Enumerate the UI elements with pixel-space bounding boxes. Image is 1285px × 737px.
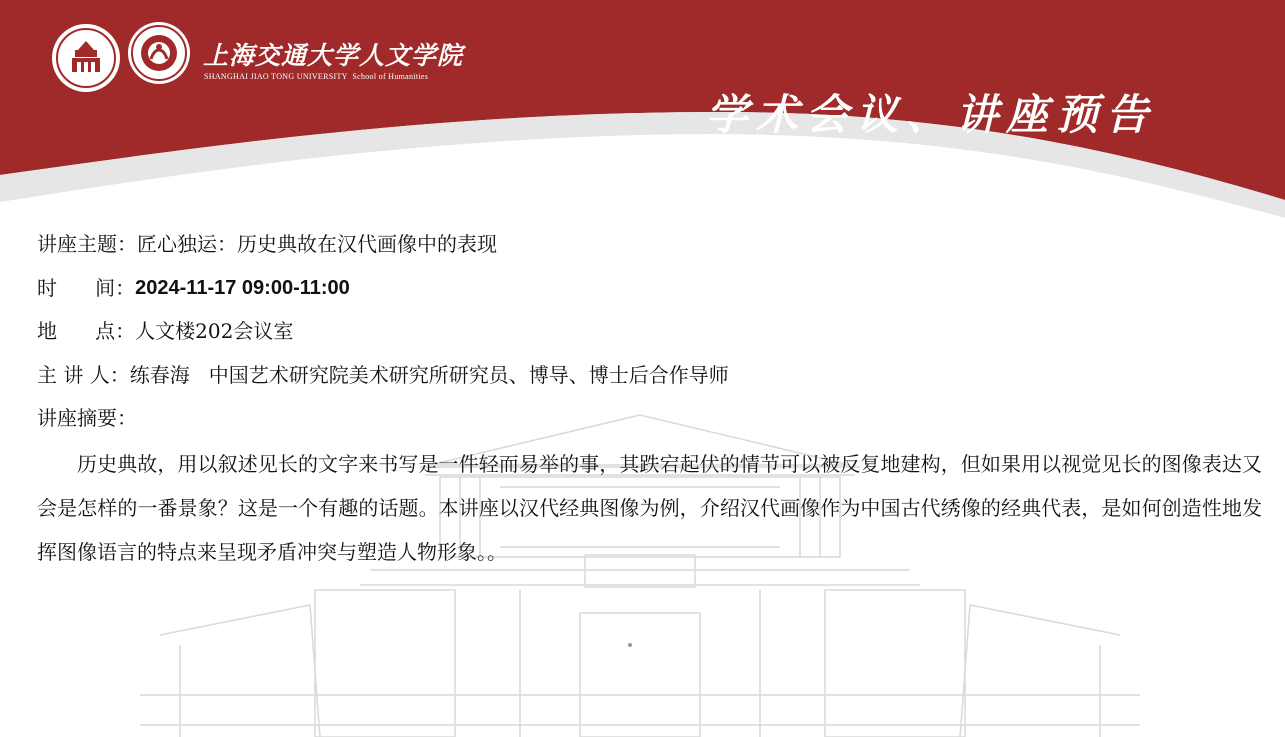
logo-text: [203, 36, 463, 72]
speaker-value: 练春海 中国艺术研究院美术研究所研究员、博导、博士后合作导师: [129, 362, 729, 387]
time-value: 2024-11-17 09:00-11:00: [135, 276, 350, 299]
speaker-row: [37, 359, 1262, 403]
university-seal-icon: [52, 24, 120, 92]
school-name-cn: 人文学院: [359, 41, 464, 70]
logo-english: [204, 72, 428, 81]
topic-label: 讲座主题：: [37, 232, 137, 256]
time-label: 时 间：: [37, 275, 136, 300]
lecture-details: [37, 228, 1262, 446]
time-row: [37, 272, 1262, 316]
university-name-en: SHANGHAI JIAO TONG UNIVERSITY: [204, 72, 348, 81]
abstract-text: 历史典故，用以叙述见长的文字来书写是一件轻而易举的事，其跌宕起伏的情节可以被反复地建构，但如果用以视觉见长的图像表达又会是怎样的一番景象？这是一个有趣的话题。本讲座以汉代经典图像为例，介绍汉代画像作为中国古代绣像的经典代表，是如何创造性地发挥图像语言的特点来呈现矛盾冲突与塑造人物形象。。: [37, 452, 1262, 564]
banner-title: 学术会议、讲座预告: [706, 90, 1157, 139]
place-row: [37, 315, 1262, 359]
university-name-cn: 上海交通大学: [203, 41, 360, 70]
school-name-en: School of Humanities: [352, 72, 429, 81]
topic-value: 匠心独运：历史典故在汉代画像中的表现: [137, 232, 497, 256]
place-value: 人文楼202会议室: [135, 319, 294, 343]
school-seal-icon: [128, 22, 190, 84]
speaker-label: 主 讲 人：: [37, 362, 130, 387]
abstract-label: 讲座摘要：: [37, 406, 137, 430]
abstract-row: [37, 402, 1262, 446]
place-label: 地 点：: [37, 319, 136, 343]
topic-row: [37, 228, 1262, 272]
